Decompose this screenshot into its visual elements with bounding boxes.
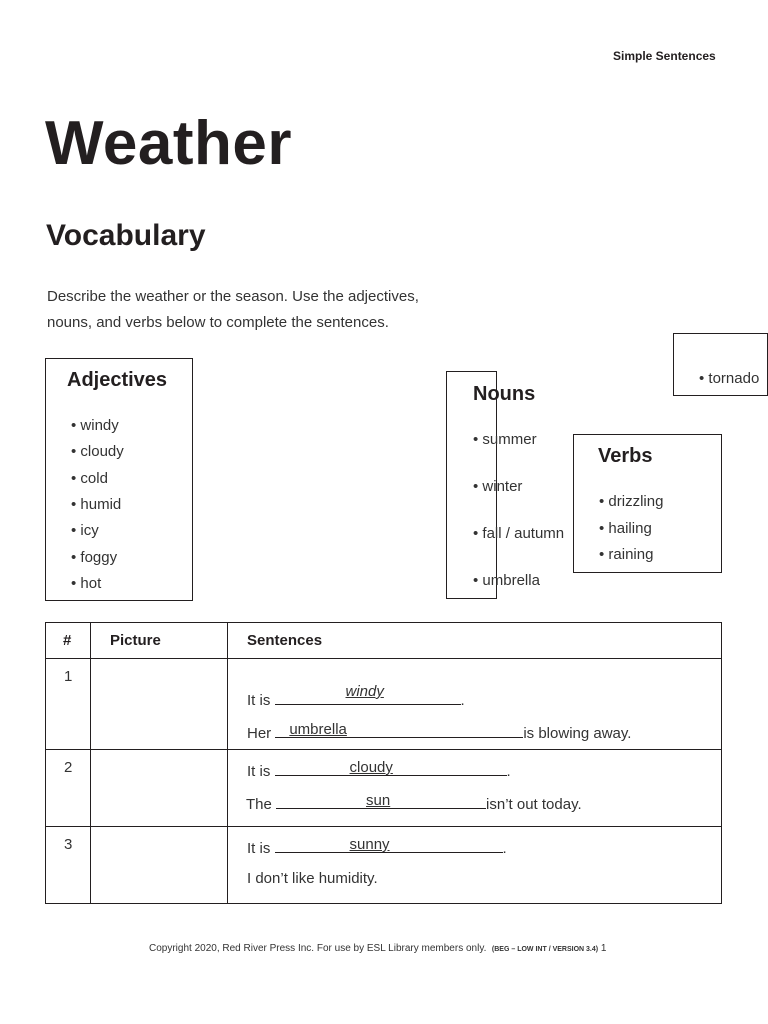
copyright-text: Copyright 2020, Red River Press Inc. For use by ESL Library members only. <box>149 943 487 954</box>
answer-blank[interactable] <box>275 759 507 776</box>
answer-blank[interactable] <box>275 683 461 705</box>
level-text: (BEG – LOW INT / VERSION 3.4) <box>491 946 599 953</box>
verbs-box <box>573 434 722 573</box>
answer-blank[interactable] <box>276 792 486 809</box>
answer-text: cloudy <box>349 759 393 776</box>
noun-item: • winter <box>473 478 523 495</box>
noun-item: • summer <box>473 431 537 448</box>
sentence-line: Her umbrella is blowing away. <box>247 721 632 742</box>
answer-blank[interactable] <box>275 721 523 738</box>
sentences-table <box>45 622 722 904</box>
sentence-line: It is cloudy . <box>247 759 511 780</box>
column-header-number: # <box>46 623 91 659</box>
page-number: 1 <box>600 943 607 954</box>
picture-cell <box>91 750 228 827</box>
instructions: Describe the weather or the season. Use the adjectives, nouns, and verbs below to complete the sentences. <box>47 288 419 331</box>
adjective-item: • cloudy <box>71 443 124 460</box>
sentence-line: It is sunny . <box>247 836 507 857</box>
sentences-cell <box>228 827 722 904</box>
table-row <box>46 659 722 750</box>
noun-item: • umbrella <box>473 572 540 589</box>
extra-vocab-item: • tornado <box>699 370 760 387</box>
picture-cell <box>91 659 228 750</box>
section-title: Vocabulary <box>46 219 206 252</box>
sentence-line: It is windy . <box>247 683 465 709</box>
nouns-title: Nouns <box>473 383 536 405</box>
adjective-item: • foggy <box>71 549 118 566</box>
verb-item: • hailing <box>599 520 652 537</box>
column-header-sentences: Sentences <box>228 623 722 659</box>
header-tag: Simple Sentences <box>613 49 716 63</box>
sentences-cell <box>228 750 722 827</box>
answer-text: sunny <box>349 836 390 853</box>
adjective-item: • icy <box>71 522 99 539</box>
sentence-line: I don’t like humidity. <box>247 870 378 887</box>
sentence-line: The sun isn’t out today. <box>246 792 582 813</box>
answer-text: sun <box>366 792 391 809</box>
noun-item: • fall / autumn <box>473 525 565 542</box>
verb-item: • raining <box>599 546 654 563</box>
adjective-item: • windy <box>71 417 119 434</box>
adjectives-title: Adjectives <box>67 369 168 391</box>
answer-text: windy <box>345 683 384 700</box>
adjective-item: • humid <box>71 496 122 513</box>
adjective-item: • hot <box>71 575 102 592</box>
verbs-title: Verbs <box>598 445 653 467</box>
footer <box>149 943 606 954</box>
page-title: Weather <box>45 109 292 178</box>
sentences-cell <box>228 659 722 750</box>
table-row <box>46 827 722 904</box>
table-row <box>46 750 722 827</box>
verb-item: • drizzling <box>599 493 664 510</box>
row-number: 1 <box>46 659 91 750</box>
adjectives-box <box>45 358 193 601</box>
row-number: 2 <box>46 750 91 827</box>
column-header-picture: Picture <box>91 623 228 659</box>
answer-text: umbrella <box>289 721 347 738</box>
extra-vocab-box <box>673 333 768 396</box>
answer-blank[interactable] <box>275 836 503 853</box>
table-header-row <box>46 623 722 659</box>
picture-cell <box>91 827 228 904</box>
adjective-item: • cold <box>71 470 108 487</box>
row-number: 3 <box>46 827 91 904</box>
